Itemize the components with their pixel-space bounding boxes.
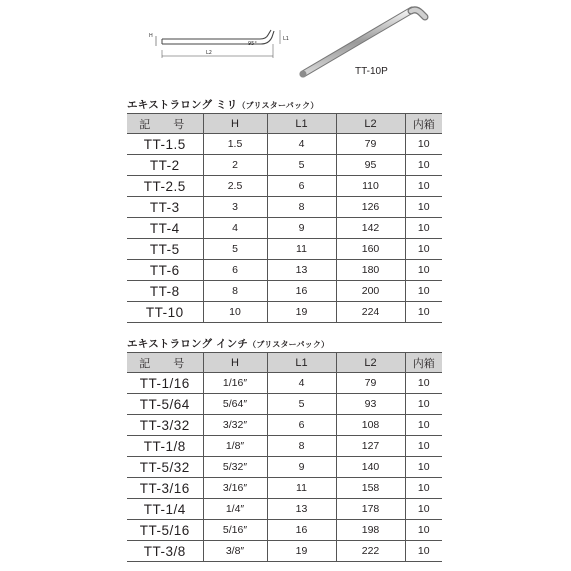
code-cell: TT-2.5 — [127, 176, 203, 197]
table-row — [127, 373, 442, 394]
code-cell: TT-3/32 — [127, 415, 203, 436]
h-cell: 5/16″ — [203, 520, 267, 541]
l2-cell: 224 — [336, 302, 405, 323]
metric-subtitle: （ブリスターパック） — [237, 101, 319, 110]
inch-section-title — [127, 336, 329, 351]
l1-cell: 8 — [267, 436, 336, 457]
table-row — [127, 478, 442, 499]
box-cell: 10 — [405, 239, 442, 260]
table-row — [127, 457, 442, 478]
h-cell: 3/8″ — [203, 541, 267, 562]
dim-l1-label: L1 — [283, 36, 289, 42]
h-cell: 1.5 — [203, 134, 267, 155]
model-label: TT-10P — [355, 66, 388, 77]
l2-cell: 158 — [336, 478, 405, 499]
header-code: 記 号 — [127, 114, 203, 134]
code-cell: TT-10 — [127, 302, 203, 323]
h-cell: 3/16″ — [203, 478, 267, 499]
code-cell: TT-3 — [127, 197, 203, 218]
code-cell: TT-1/16 — [127, 373, 203, 394]
l1-cell: 19 — [267, 302, 336, 323]
l2-cell: 200 — [336, 281, 405, 302]
table-row — [127, 302, 442, 323]
angle-label: 95° — [248, 41, 257, 47]
table-row — [127, 176, 442, 197]
l1-cell: 16 — [267, 520, 336, 541]
box-cell: 10 — [405, 373, 442, 394]
metric-title: エキストラロング ミリ — [127, 99, 238, 111]
h-cell: 5 — [203, 239, 267, 260]
l2-cell: 126 — [336, 197, 405, 218]
box-cell: 10 — [405, 415, 442, 436]
table-row — [127, 155, 442, 176]
l1-cell: 9 — [267, 457, 336, 478]
l2-cell: 222 — [336, 541, 405, 562]
table-row — [127, 197, 442, 218]
header-l1: L1 — [267, 353, 336, 373]
box-cell: 10 — [405, 457, 442, 478]
l1-cell: 6 — [267, 415, 336, 436]
metric-header-row — [127, 114, 442, 134]
l2-cell: 79 — [336, 373, 405, 394]
product-diagram — [140, 0, 440, 92]
box-cell: 10 — [405, 176, 442, 197]
header-code: 記 号 — [127, 353, 203, 373]
box-cell: 10 — [405, 218, 442, 239]
code-cell: TT-5/32 — [127, 457, 203, 478]
l2-cell: 140 — [336, 457, 405, 478]
h-cell: 6 — [203, 260, 267, 281]
metric-section-title — [127, 97, 319, 112]
header-inner-box: 内箱 — [405, 353, 442, 373]
l2-cell: 110 — [336, 176, 405, 197]
l2-cell: 160 — [336, 239, 405, 260]
header-l2: L2 — [336, 353, 405, 373]
l1-cell: 9 — [267, 218, 336, 239]
table-row — [127, 394, 442, 415]
h-cell: 4 — [203, 218, 267, 239]
box-cell: 10 — [405, 499, 442, 520]
code-cell: TT-1/8 — [127, 436, 203, 457]
header-l2: L2 — [336, 114, 405, 134]
l1-cell: 6 — [267, 176, 336, 197]
inch-title: エキストラロング インチ — [127, 338, 249, 350]
box-cell: 10 — [405, 394, 442, 415]
box-cell: 10 — [405, 155, 442, 176]
box-cell: 10 — [405, 260, 442, 281]
code-cell: TT-5 — [127, 239, 203, 260]
l2-cell: 79 — [336, 134, 405, 155]
h-cell: 3/32″ — [203, 415, 267, 436]
box-cell: 10 — [405, 478, 442, 499]
h-cell: 10 — [203, 302, 267, 323]
table-row — [127, 134, 442, 155]
code-cell: TT-3/8 — [127, 541, 203, 562]
code-cell: TT-1.5 — [127, 134, 203, 155]
code-cell: TT-8 — [127, 281, 203, 302]
table-row — [127, 239, 442, 260]
dim-l2-label: L2 — [206, 50, 212, 56]
table-row — [127, 520, 442, 541]
code-cell: TT-5/16 — [127, 520, 203, 541]
l2-cell: 142 — [336, 218, 405, 239]
code-cell: TT-6 — [127, 260, 203, 281]
l1-cell: 4 — [267, 134, 336, 155]
table-row — [127, 218, 442, 239]
table-row — [127, 436, 442, 457]
table-row — [127, 415, 442, 436]
l1-cell: 11 — [267, 478, 336, 499]
l1-cell: 19 — [267, 541, 336, 562]
table-row — [127, 499, 442, 520]
l1-cell: 11 — [267, 239, 336, 260]
dimension-drawing — [140, 0, 440, 92]
h-cell: 1/4″ — [203, 499, 267, 520]
h-cell: 8 — [203, 281, 267, 302]
l2-cell: 95 — [336, 155, 405, 176]
l2-cell: 178 — [336, 499, 405, 520]
box-cell: 10 — [405, 197, 442, 218]
box-cell: 10 — [405, 281, 442, 302]
box-cell: 10 — [405, 302, 442, 323]
inch-header-row — [127, 353, 442, 373]
l1-cell: 13 — [267, 499, 336, 520]
l2-cell: 127 — [336, 436, 405, 457]
l2-cell: 93 — [336, 394, 405, 415]
code-cell: TT-3/16 — [127, 478, 203, 499]
l1-cell: 8 — [267, 197, 336, 218]
code-cell: TT-2 — [127, 155, 203, 176]
box-cell: 10 — [405, 520, 442, 541]
header-h: H — [203, 114, 267, 134]
table-row — [127, 260, 442, 281]
h-cell: 2 — [203, 155, 267, 176]
inch-spec-table — [127, 352, 442, 562]
inch-subtitle: （ブリスターパック） — [248, 340, 330, 349]
code-cell: TT-4 — [127, 218, 203, 239]
code-cell: TT-1/4 — [127, 499, 203, 520]
l2-cell: 180 — [336, 260, 405, 281]
code-cell: TT-5/64 — [127, 394, 203, 415]
h-cell: 1/16″ — [203, 373, 267, 394]
metric-spec-table — [127, 113, 442, 323]
header-inner-box: 内箱 — [405, 114, 442, 134]
header-h: H — [203, 353, 267, 373]
h-cell: 2.5 — [203, 176, 267, 197]
l1-cell: 13 — [267, 260, 336, 281]
dim-h-label: H — [149, 33, 153, 39]
l1-cell: 4 — [267, 373, 336, 394]
l1-cell: 16 — [267, 281, 336, 302]
table-row — [127, 541, 442, 562]
h-cell: 5/64″ — [203, 394, 267, 415]
l1-cell: 5 — [267, 155, 336, 176]
l2-cell: 108 — [336, 415, 405, 436]
box-cell: 10 — [405, 134, 442, 155]
h-cell: 3 — [203, 197, 267, 218]
h-cell: 1/8″ — [203, 436, 267, 457]
header-l1: L1 — [267, 114, 336, 134]
h-cell: 5/32″ — [203, 457, 267, 478]
l2-cell: 198 — [336, 520, 405, 541]
l1-cell: 5 — [267, 394, 336, 415]
table-row — [127, 281, 442, 302]
box-cell: 10 — [405, 541, 442, 562]
box-cell: 10 — [405, 436, 442, 457]
